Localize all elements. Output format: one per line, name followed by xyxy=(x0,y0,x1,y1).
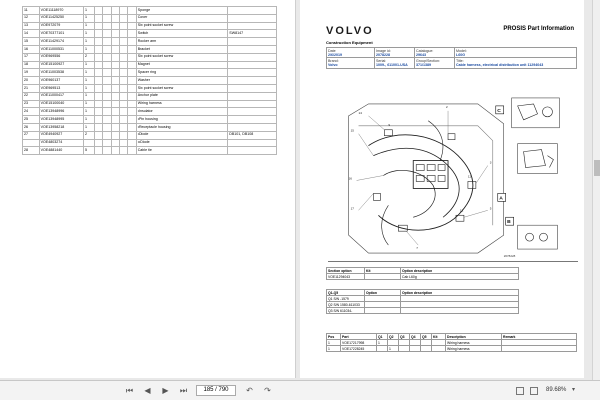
pos-table-header: Q4 xyxy=(410,334,421,340)
cell-empty xyxy=(120,116,128,124)
cell-empty xyxy=(128,108,136,116)
table-row xyxy=(23,92,277,100)
figure-code: 2078228 xyxy=(503,254,516,259)
cell-empty xyxy=(128,69,136,77)
cell-q1: 1 xyxy=(84,108,95,116)
cell-empty xyxy=(103,30,111,38)
cell-part: VOE15100927 xyxy=(39,61,83,69)
q-row-3: Q3 S/N 611034- xyxy=(327,308,365,314)
cell-empty xyxy=(103,45,111,53)
cell-q1: 5 xyxy=(84,147,95,155)
page-number-input[interactable]: 185 / 790 xyxy=(196,385,236,396)
cell-empty xyxy=(128,92,136,100)
table-row xyxy=(23,77,277,85)
cell-empty xyxy=(120,53,128,61)
cell-desc: Cover xyxy=(136,14,228,22)
table-row xyxy=(23,53,277,61)
cell-empty xyxy=(128,100,136,108)
q-row-2: Q2 S/N 1580-611033 xyxy=(327,302,365,308)
cell-empty xyxy=(103,38,111,46)
cell-empty xyxy=(95,108,103,116)
table-row xyxy=(23,7,277,15)
cell-empty xyxy=(95,7,103,15)
brand-logo: VOLVO xyxy=(326,25,374,37)
cell-part: VOE969513 xyxy=(39,84,83,92)
cell-empty xyxy=(120,84,128,92)
section-option-header: Section option xyxy=(327,268,365,274)
pos-table-cell xyxy=(399,346,410,352)
cell-empty xyxy=(95,22,103,30)
cell-empty xyxy=(111,147,119,155)
cell-remark xyxy=(228,53,277,61)
cell-desc: Switch xyxy=(136,30,228,38)
cell-desc: Six point socket screw xyxy=(136,53,228,61)
cell-pos: 18 xyxy=(23,61,40,69)
pos-table-header: Pos xyxy=(327,334,341,340)
cell-empty xyxy=(120,22,128,30)
table-row xyxy=(23,100,277,108)
cell-empty xyxy=(128,38,136,46)
table-row xyxy=(23,116,277,124)
cell-q1: 1 xyxy=(84,30,95,38)
cell-empty xyxy=(128,30,136,38)
cell-empty xyxy=(128,22,136,30)
cell-empty xyxy=(103,108,111,116)
page-right xyxy=(300,0,584,378)
cell-remark xyxy=(228,69,277,77)
cell-desc: •Receptacle housing xyxy=(136,123,228,131)
cell-pos: 22 xyxy=(23,92,40,100)
cell-remark xyxy=(228,92,277,100)
cell-empty xyxy=(95,53,103,61)
cell-empty xyxy=(103,77,111,85)
svg-text:12: 12 xyxy=(459,208,464,213)
cell-desc: Wiring harness xyxy=(136,100,228,108)
info-date: Date 2/6/2019 xyxy=(327,48,375,58)
cell-remark xyxy=(228,147,277,155)
cell-empty xyxy=(120,30,128,38)
cell-remark xyxy=(228,45,277,53)
cell-empty xyxy=(95,116,103,124)
cell-empty xyxy=(128,14,136,22)
table-row xyxy=(23,14,277,22)
svg-text:16: 16 xyxy=(348,176,352,181)
pos-table-cell: 1 xyxy=(327,346,341,352)
cell-empty xyxy=(111,84,119,92)
info-group: Group/Section: 371/1389 xyxy=(415,58,455,68)
cell-empty xyxy=(111,53,119,61)
cell-pos: 24 xyxy=(23,108,40,116)
cell-part: VOE4803274 xyxy=(39,139,83,147)
cell-pos: 21 xyxy=(23,84,40,92)
pos-table-header: Remark xyxy=(502,334,577,340)
cell-pos: 19 xyxy=(23,69,40,77)
cell-empty xyxy=(128,53,136,61)
cell-pos: 25 xyxy=(23,116,40,124)
cell-pos: 12 xyxy=(23,14,40,22)
table-row xyxy=(23,123,277,131)
svg-text:5: 5 xyxy=(489,206,492,211)
cell-remark xyxy=(228,77,277,85)
pos-table-cell xyxy=(421,346,432,352)
cell-empty xyxy=(103,116,111,124)
cell-empty xyxy=(111,22,119,30)
cell-q1: 1 xyxy=(84,69,95,77)
pos-table-cell xyxy=(432,346,446,352)
cell-empty xyxy=(95,92,103,100)
svg-text:A: A xyxy=(499,196,503,202)
table-row xyxy=(23,131,277,139)
cell-pos: 20 xyxy=(23,77,40,85)
cell-pos: 11 xyxy=(23,7,40,15)
svg-text:2: 2 xyxy=(446,104,448,109)
go-forward-icon[interactable]: ↷ xyxy=(264,386,271,395)
cell-part: VOE13948995 xyxy=(39,116,83,124)
cell-desc: Spacer ring xyxy=(136,69,228,77)
cell-q1: 1 xyxy=(84,38,95,46)
q-row-1: Q1 S/N -1579 xyxy=(327,296,365,302)
cell-pos: 13 xyxy=(23,22,40,30)
cell-empty xyxy=(111,61,119,69)
cell-empty xyxy=(128,123,136,131)
pos-table-header: Q1 xyxy=(377,334,388,340)
cell-remark: DB101, DB108 xyxy=(228,131,277,139)
table-row xyxy=(23,69,277,77)
pos-table-header: Q2 xyxy=(388,334,399,340)
section-label: Construction Equipment xyxy=(326,40,373,45)
cell-desc: •Insulator xyxy=(136,108,228,116)
section-option-table xyxy=(326,267,519,280)
cell-remark xyxy=(228,7,277,15)
cell-remark xyxy=(228,123,277,131)
pos-table-cell xyxy=(410,346,421,352)
cell-empty xyxy=(95,38,103,46)
zoom-level[interactable]: 89.68% xyxy=(546,387,567,393)
cell-empty xyxy=(95,45,103,53)
cell-empty xyxy=(120,108,128,116)
cell-q1: 1 xyxy=(84,84,95,92)
cell-part: VOE70377101 xyxy=(39,30,83,38)
cell-remark xyxy=(228,22,277,30)
cell-empty xyxy=(120,45,128,53)
cell-desc: Bracket xyxy=(136,45,228,53)
cell-part: VOE15100040 xyxy=(39,100,83,108)
cell-empty xyxy=(95,30,103,38)
cell-empty xyxy=(120,100,128,108)
pos-table-header: Kit xyxy=(432,334,446,340)
cell-q1: 1 xyxy=(84,14,95,22)
cell-pos: 27 xyxy=(23,131,40,139)
cell-part: VOE11425250 xyxy=(39,14,83,22)
doc-title: PROSIS Part Information xyxy=(503,26,574,32)
cell-part: VOE11003538 xyxy=(39,69,83,77)
cell-empty xyxy=(128,77,136,85)
svg-text:11: 11 xyxy=(467,174,472,179)
info-model: Model: L60G xyxy=(455,48,577,58)
cell-desc: Cable tie xyxy=(136,147,228,155)
cell-empty xyxy=(103,14,111,22)
svg-text:15: 15 xyxy=(350,128,354,133)
cell-empty xyxy=(103,69,111,77)
cell-empty xyxy=(103,7,111,15)
table-row xyxy=(23,61,277,69)
cell-empty xyxy=(111,38,119,46)
cell-empty xyxy=(95,139,103,147)
cell-empty xyxy=(103,139,111,147)
cell-pos xyxy=(23,139,40,147)
parts-diagram xyxy=(328,86,578,262)
cell-empty xyxy=(95,100,103,108)
single-page-view-icon[interactable] xyxy=(516,387,524,395)
table-row xyxy=(23,84,277,92)
cell-desc: •Diode xyxy=(136,131,228,139)
cell-empty xyxy=(128,61,136,69)
next-page-icon[interactable]: ▶ xyxy=(162,386,169,395)
cell-desc: Anchor plate xyxy=(136,92,228,100)
cell-part: VOE11118970 xyxy=(39,7,83,15)
cell-empty xyxy=(95,61,103,69)
cell-empty xyxy=(103,131,111,139)
vertical-scrollbar[interactable] xyxy=(592,0,600,380)
pos-table-cell: VOE17228245 xyxy=(341,346,377,352)
info-image: Image id: 2078228 xyxy=(375,48,415,58)
cell-empty xyxy=(111,123,119,131)
table-row xyxy=(23,139,277,147)
cell-empty xyxy=(111,45,119,53)
cell-remark xyxy=(228,108,277,116)
cell-empty xyxy=(95,14,103,22)
cell-part: VOE11429174 xyxy=(39,38,83,46)
cell-remark xyxy=(228,14,277,22)
cell-q1 xyxy=(84,139,95,147)
zoom-dropdown-icon[interactable]: ▾ xyxy=(572,387,576,393)
cell-part: VOE11000531 xyxy=(39,45,83,53)
cell-empty xyxy=(128,139,136,147)
cell-empty xyxy=(103,22,111,30)
pos-table-cell: 1 xyxy=(388,346,399,352)
cell-q1: 1 xyxy=(84,22,95,30)
svg-text:C: C xyxy=(497,108,501,114)
cell-q1: 1 xyxy=(84,100,95,108)
cell-q1: 1 xyxy=(84,77,95,85)
cell-empty xyxy=(128,84,136,92)
cell-q1: 1 xyxy=(84,7,95,15)
pos-table-header: Q3 xyxy=(399,334,410,340)
cell-empty xyxy=(95,147,103,155)
table-row xyxy=(23,147,277,155)
cell-q1: 1 xyxy=(84,116,95,124)
table-row xyxy=(23,38,277,46)
cell-empty xyxy=(103,84,111,92)
pos-table-cell: Wiring harness xyxy=(446,346,502,352)
pos-table-header: Part xyxy=(341,334,377,340)
info-table xyxy=(326,47,577,69)
cell-desc: Sponge xyxy=(136,7,228,15)
cell-q1: 2 xyxy=(84,53,95,61)
pos-table xyxy=(326,333,577,352)
cell-empty xyxy=(120,61,128,69)
cell-empty xyxy=(128,45,136,53)
two-page-view-icon[interactable] xyxy=(530,387,538,395)
cell-pos: 16 xyxy=(23,45,40,53)
q-option-description-header: Option description xyxy=(401,290,519,296)
q-option-table xyxy=(326,289,519,314)
cell-desc: Washer xyxy=(136,77,228,85)
cell-empty xyxy=(103,61,111,69)
go-back-icon[interactable]: ↶ xyxy=(246,386,253,395)
cell-empty xyxy=(120,139,128,147)
table-row xyxy=(23,45,277,53)
cell-empty xyxy=(95,123,103,131)
cell-q1: 2 xyxy=(84,131,95,139)
svg-text:9: 9 xyxy=(388,122,391,127)
cell-part: VOE13948996 xyxy=(39,108,83,116)
q-option-header: Option xyxy=(365,290,401,296)
kit-value xyxy=(365,274,401,280)
prev-page-icon[interactable]: ◀ xyxy=(144,386,151,395)
cell-empty xyxy=(111,14,119,22)
last-page-icon[interactable]: ⏭ xyxy=(179,386,188,395)
cell-remark xyxy=(228,38,277,46)
cell-q1: 1 xyxy=(84,45,95,53)
info-brand: Brand: Volvo xyxy=(327,58,375,68)
cell-empty xyxy=(103,100,111,108)
table-row xyxy=(23,22,277,30)
cell-desc: ••Diode xyxy=(136,139,228,147)
svg-text:7: 7 xyxy=(416,246,418,251)
pos-table-cell xyxy=(377,346,388,352)
cell-empty xyxy=(120,92,128,100)
cell-empty xyxy=(95,77,103,85)
cell-empty xyxy=(120,14,128,22)
cell-desc: •Pin housing xyxy=(136,116,228,124)
cell-part: VOE972079 xyxy=(39,22,83,30)
cell-remark xyxy=(228,116,277,124)
cell-part: VOE13958218 xyxy=(39,123,83,131)
cell-empty xyxy=(128,116,136,124)
pos-table-cell: 1 xyxy=(327,340,341,346)
cell-q1: 1 xyxy=(84,61,95,69)
cell-empty xyxy=(111,7,119,15)
kit-header: Kit xyxy=(365,268,401,274)
cell-pos: 28 xyxy=(23,147,40,155)
info-title: Title: Cable harness, electrical distribution unit 11294043 xyxy=(455,58,577,68)
cell-empty xyxy=(120,131,128,139)
cell-desc: Six point socket screw xyxy=(136,22,228,30)
section-option-value: VOE11294043 xyxy=(327,274,365,280)
cell-remark xyxy=(228,139,277,147)
scroll-thumb[interactable] xyxy=(594,160,600,176)
cell-pos: 14 xyxy=(23,30,40,38)
cell-empty xyxy=(103,123,111,131)
table-row xyxy=(23,30,277,38)
cell-empty xyxy=(111,116,119,124)
cell-empty xyxy=(120,123,128,131)
option-description-value: Cab L60g xyxy=(401,274,519,280)
cell-part: VOE960137 xyxy=(39,77,83,85)
viewer-toolbar xyxy=(0,380,600,400)
cell-empty xyxy=(120,38,128,46)
info-catalogue: Catalogue: 29643 xyxy=(415,48,455,58)
cell-empty xyxy=(128,7,136,15)
first-page-icon[interactable]: ⏮ xyxy=(125,386,134,395)
parts-table xyxy=(22,6,277,155)
pos-table-header: Description xyxy=(446,334,502,340)
cell-empty xyxy=(111,69,119,77)
cell-empty xyxy=(95,84,103,92)
svg-text:17: 17 xyxy=(350,206,354,211)
cell-desc: Magnet xyxy=(136,61,228,69)
cell-pos: 17 xyxy=(23,53,40,61)
info-serial: Serial: 1009-, 611001-USA xyxy=(375,58,415,68)
cell-pos: 15 xyxy=(23,38,40,46)
cell-q1: 1 xyxy=(84,123,95,131)
cell-empty xyxy=(103,92,111,100)
cell-remark xyxy=(228,100,277,108)
cell-empty xyxy=(111,108,119,116)
cell-empty xyxy=(120,69,128,77)
cell-part: VOE11000417 xyxy=(39,92,83,100)
cell-empty xyxy=(111,100,119,108)
cell-empty xyxy=(111,131,119,139)
table-row xyxy=(327,346,577,352)
svg-text:14: 14 xyxy=(358,110,362,115)
cell-part: VOE4881440 xyxy=(39,147,83,155)
cell-empty xyxy=(120,77,128,85)
cell-empty xyxy=(128,131,136,139)
cell-desc: Six point socket screw xyxy=(136,84,228,92)
option-description-header: Option description xyxy=(401,268,519,274)
cell-part: VOE4940927 xyxy=(39,131,83,139)
cell-empty xyxy=(111,92,119,100)
svg-text:B: B xyxy=(507,220,511,226)
cell-remark xyxy=(228,84,277,92)
cell-empty xyxy=(111,77,119,85)
cell-empty xyxy=(103,147,111,155)
cell-desc: Rocker arm xyxy=(136,38,228,46)
pos-table-cell: 1 xyxy=(377,340,388,346)
cell-empty xyxy=(95,69,103,77)
table-row xyxy=(23,108,277,116)
pos-table-cell: VOE17217998 xyxy=(341,340,377,346)
cell-part: VOE969556 xyxy=(39,53,83,61)
cell-empty xyxy=(128,147,136,155)
cell-pos: 26 xyxy=(23,123,40,131)
cell-empty xyxy=(95,131,103,139)
cell-pos: 23 xyxy=(23,100,40,108)
pos-table-header: Q5 xyxy=(421,334,432,340)
pos-table-cell xyxy=(502,346,577,352)
page-left xyxy=(0,0,296,378)
cell-empty xyxy=(120,147,128,155)
cell-empty xyxy=(103,53,111,61)
svg-text:3: 3 xyxy=(489,160,492,165)
cell-q1: 1 xyxy=(84,92,95,100)
q-header: Q1-Q5 xyxy=(327,290,365,296)
cell-remark xyxy=(228,61,277,69)
cell-empty xyxy=(120,7,128,15)
cell-empty xyxy=(111,139,119,147)
cell-empty xyxy=(111,30,119,38)
cell-remark: SW8147 xyxy=(228,30,277,38)
pos-table-cell: Wiring harness xyxy=(446,340,502,346)
